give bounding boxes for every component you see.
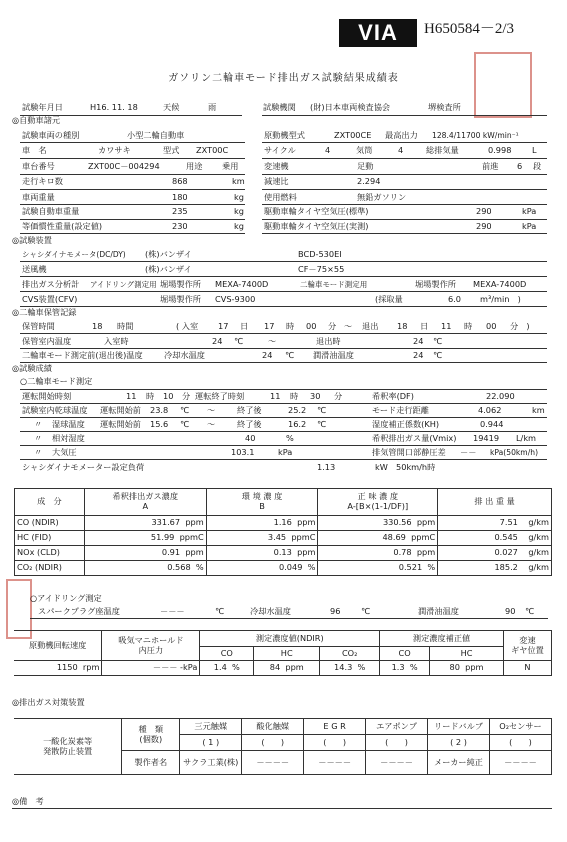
tire-meas-label: 駆動車輪タイヤ空気圧(実測) <box>264 221 369 231</box>
storage-out-5: 00 <box>486 321 497 331</box>
control-left-label: 一酸化炭素等 発散防止装置 <box>14 719 122 775</box>
storage-out-1: 18 <box>397 321 408 331</box>
storage-out-4: 時 <box>464 321 473 331</box>
df: 22.090 <box>486 391 515 401</box>
room-out-label: 退出時 <box>316 336 341 346</box>
static-pressure-unit: kPa(50km/h) <box>490 448 539 457</box>
cylinders: 4 <box>398 145 404 155</box>
df-label: 希釈率(DF) <box>372 391 414 401</box>
wet-deg: ℃ <box>180 419 190 429</box>
cvs-maker: 堀場製作所 <box>160 294 201 304</box>
fan-model: CF－75×55 <box>298 264 345 274</box>
room-out-temp: 24 <box>413 336 424 346</box>
sample-rate: 6.0 <box>448 294 462 304</box>
tire-std-label: 駆動車輪タイヤ空気圧(標準) <box>264 206 369 216</box>
idle-coolant-unit: ℃ <box>361 606 371 616</box>
col-component: 成 分 <box>15 489 85 516</box>
mode-analyzer-maker: 堀場製作所 <box>415 279 456 289</box>
frame-no-label: 車台番号 <box>22 161 55 171</box>
tire-std-unit: kPa <box>522 206 537 216</box>
dry-temp-label: 試験室内乾球温度 <box>22 405 88 415</box>
idle-coolant-label: 冷却水温度 <box>250 606 291 616</box>
distance-label: モード走行距離 <box>372 405 429 415</box>
fuel: 無鉛ガソリン <box>357 192 407 202</box>
vehicle-model: ZXT00C <box>196 145 229 155</box>
static-pressure-label: 排気管開口部静圧差 <box>372 447 446 457</box>
storage-in-5: 00 <box>306 321 317 331</box>
table-row: HC (FID) 51.99 ppmC 3.45 ppmC 48.69 ppmC 0.545 g/km <box>15 531 552 546</box>
rh-unit: % <box>286 433 294 443</box>
idle-coolant: 96 <box>330 606 341 616</box>
emission-table <box>14 488 552 576</box>
test-date-label: 試験年月日 <box>22 102 63 112</box>
pressure-label: 大気圧 <box>52 447 77 457</box>
section-idle: ○アイドリング測定 <box>30 593 102 603</box>
deg-3: ℃ <box>285 350 295 360</box>
storage-out-2: 日 <box>420 321 429 331</box>
oil-temp: 24 <box>413 350 424 360</box>
col-c: 正 味 濃 度 A-[B×(1-1/DF)] <box>318 489 438 516</box>
test-weight-unit: kg <box>234 206 244 216</box>
room-in-label: 入室時 <box>104 336 129 346</box>
transmission: 足動 <box>357 161 374 171</box>
rh-label: 相対湿度 <box>52 433 85 443</box>
idle-analyzer-model: MEXA-7400D <box>215 279 269 289</box>
dry-deg-2: ℃ <box>317 405 327 415</box>
tire-meas: 290 <box>476 221 492 231</box>
vmix-unit: L/km <box>516 433 537 443</box>
use: 乗用 <box>222 161 239 171</box>
storage-in-4: 時 <box>286 321 295 331</box>
storage-out-3: 11 <box>441 321 452 331</box>
room-temp-label: 保管室内温度 <box>22 336 72 346</box>
idle-analyzer-label: アイドリング測定用 <box>90 280 157 289</box>
storage-in-7: ～ <box>344 321 353 331</box>
end-hour: 11 <box>270 391 281 401</box>
frame-no: ZXT00C－004294 <box>88 161 160 171</box>
wet-start: 15.6 <box>150 419 169 429</box>
load: 1.13 <box>317 462 336 472</box>
ditto-mark: 〃 <box>34 419 43 429</box>
mode-analyzer-label: 二輪車モード測定用 <box>300 280 368 289</box>
section-storage: ◎二輪車保管記録 <box>12 307 77 317</box>
idle-oil: 90 <box>505 606 516 616</box>
displacement-unit: L <box>532 145 537 155</box>
storage-time-unit: 時間 <box>117 321 134 331</box>
table-row: NOx (CLD) 0.91 ppm 0.13 ppm 0.78 ppm 0.027 g/km <box>15 546 552 561</box>
gear-unit: 段 <box>533 161 542 171</box>
vmix-label: 希釈排出ガス量(Vmix) <box>372 433 457 443</box>
weight: 180 <box>172 192 188 202</box>
use-label: 用途 <box>186 161 203 171</box>
wet-deg-2: ℃ <box>317 419 327 429</box>
storage-out-label: 退出 <box>362 321 379 331</box>
wet-end-label: 終了後 <box>237 419 262 429</box>
plug-temp-label: スパークプラグ座温度 <box>38 606 120 616</box>
weight-label: 車両重量 <box>22 192 55 202</box>
engine-label: 原動機型式 <box>264 130 305 140</box>
table-row: CO (NDIR) 331.67 ppm 1.16 ppm 330.56 ppm 7.51 g/km <box>15 516 552 531</box>
control-device-table: 一酸化炭素等 発散防止装置 種 類 (個数) 三元触媒 酸化触媒 E G R エアポンプ リードバルブ O₂センサー ( 1 ) ( ) ( ) ( ) ( 2 ) ( ) 製作者名 サクラ工業(株) －－－－ －－－－ －－－－ メーカー純正 －－－－ <box>14 718 552 775</box>
sample-unit: m³/min ) <box>480 294 521 304</box>
cycle: 4 <box>325 145 331 155</box>
wet-start-label: 運転開始前 <box>100 419 141 429</box>
section-vehicle: ◎自動車諸元 <box>12 115 61 125</box>
vehicle-kind-label: 試験車両の種別 <box>22 130 80 140</box>
engine: ZXT00CE <box>334 130 372 140</box>
table-row: CO₂ (NDIR) 0.568 % 0.049 % 0.521 % 185.2 g/km <box>15 561 552 576</box>
start-hour-unit: 時 <box>146 391 155 401</box>
section-equipment: ◎試験装置 <box>12 235 52 245</box>
inertia: 230 <box>172 221 188 231</box>
displacement-label: 総排気量 <box>426 145 459 155</box>
oil-label: 潤滑油温度 <box>313 350 354 360</box>
storage-in-2: 日 <box>240 321 249 331</box>
tire-meas-unit: kPa <box>522 221 537 231</box>
wet-temp-label: 湿球温度 <box>52 419 85 429</box>
cylinders-label: 気筒 <box>356 145 373 155</box>
storage-in-6: 分 <box>328 321 337 331</box>
storage-in-1: 17 <box>218 321 229 331</box>
dry-tilde: ～ <box>207 405 216 415</box>
room-in-temp: 24 <box>212 336 223 346</box>
load-label: シャシダイナモメーター設定負荷 <box>22 462 145 472</box>
reduction-label: 減速比 <box>264 176 289 186</box>
displacement: 0.998 <box>488 145 512 155</box>
idle-col-meas: 測定濃度値(NDIR) <box>200 631 380 647</box>
vmix: 19419 <box>473 433 500 443</box>
dyno-maker: (株)バンザイ <box>145 249 192 259</box>
kh: 0.944 <box>480 419 504 429</box>
test-weight: 235 <box>172 206 188 216</box>
start-min: 10 <box>163 391 174 401</box>
pressure: 103.1 <box>231 447 255 457</box>
wet-tilde: ～ <box>207 419 216 429</box>
idle-col-gear: 変速 ギヤ位置 <box>503 631 551 661</box>
vehicle-name-label: 車 名 <box>22 145 47 155</box>
start-hour: 11 <box>126 391 137 401</box>
vehicle-model-label: 型式 <box>163 145 180 155</box>
end-min: 30 <box>310 391 321 401</box>
wet-end: 16.2 <box>288 419 307 429</box>
weather-label: 天候 <box>163 102 180 112</box>
odometer-label: 走行キロ数 <box>22 176 63 186</box>
idle-col-corr: 測定濃度補正値 <box>380 631 504 647</box>
deg-2: ℃ <box>433 336 443 346</box>
pressure-unit: kPa <box>278 447 293 457</box>
distance-unit: km <box>532 405 545 415</box>
page-title: ガソリン二輪車モード排出ガス試験結果成績表 <box>168 73 399 84</box>
gears: 6 <box>517 161 523 171</box>
end-time-label: 運転終了時刻 <box>195 391 245 401</box>
section-notes: ◎備 考 <box>12 796 44 806</box>
ditto-mark-3: 〃 <box>34 447 43 457</box>
dry-end: 25.2 <box>288 405 307 415</box>
vehicle-kind: 小型二輪自動車 <box>127 130 185 140</box>
cvs-label: CVS装置(CFV) <box>22 294 78 304</box>
test-date: H16. 11. 18 <box>90 102 138 112</box>
via-logo: VIA <box>339 19 417 47</box>
inertia-unit: kg <box>234 221 244 231</box>
idle-col-rpm: 原動機回転速度 <box>14 631 102 661</box>
weight-unit: kg <box>234 192 244 202</box>
static-pressure: －－ <box>460 447 477 457</box>
section-results: ◎試験成績 <box>12 363 52 373</box>
mode-temp-label: 二輪車モード測定前(退出後)温度 <box>22 350 143 360</box>
power-label: 最高出力 <box>385 130 418 140</box>
plug-temp: －－－ <box>160 606 185 616</box>
table-row: 1150 rpm －－－ -kPa 1.4 % 84 ppm 14.3 % 1.3 % 80 ppm N <box>14 661 552 676</box>
start-time-label: 運転開始時刻 <box>22 391 72 401</box>
weather: 雨 <box>208 102 217 112</box>
odometer: 868 <box>172 176 188 186</box>
distance: 4.062 <box>478 405 502 415</box>
fuel-label: 使用燃料 <box>264 192 297 202</box>
idle-analyzer-maker: 堀場製作所 <box>160 279 201 289</box>
forward-label: 前進 <box>482 161 499 171</box>
storage-time-label: 保管時間 <box>22 321 55 331</box>
tire-std: 290 <box>476 206 492 216</box>
dry-start-label: 運転開始前 <box>100 405 141 415</box>
kh-label: 湿度補正係数(KH) <box>372 419 440 429</box>
end-hour-unit: 時 <box>290 391 299 401</box>
idle-table: 原動機回転速度 吸気マニホールド 内圧力 測定濃度値(NDIR) 測定濃度補正値 変速 ギヤ位置 CO HC CO₂ CO HC 1150 rpm －－－ -kPa 1.4 % 84 ppm 14.3 % 1.3 % 80 ppm N <box>14 630 552 676</box>
storage-out-6: 分 ) <box>510 321 530 331</box>
mode-analyzer-model: MEXA-7400D <box>473 279 527 289</box>
sample-label: (採取量 <box>375 294 403 304</box>
dyno-label: シャシダイナモメータ(DC/DY) <box>22 250 126 259</box>
dyno-model: BCD-530EI <box>298 249 342 259</box>
dry-deg: ℃ <box>180 405 190 415</box>
analyzer-label: 排出ガス分析計 <box>22 279 80 289</box>
org-label: 試験機関 <box>263 102 296 112</box>
coolant-label: 冷却水温度 <box>164 350 205 360</box>
storage-time: 18 <box>92 321 103 331</box>
section-control: ◎排出ガス対策装置 <box>12 697 85 707</box>
transmission-label: 変速機 <box>264 161 289 171</box>
odometer-unit: km <box>232 176 245 186</box>
deg-1: ℃ <box>234 336 244 346</box>
cycle-label: サイクル <box>264 145 296 155</box>
load-unit: kW 50km/h時 <box>375 462 436 472</box>
start-min-unit: 分 <box>182 391 191 401</box>
col-b: 環 境 濃 度 B <box>206 489 318 516</box>
col-d: 排 出 重 量 <box>438 489 552 516</box>
inertia-label: 等価慣性重量(設定値) <box>22 221 103 231</box>
seal-stamp <box>474 52 532 118</box>
idle-oil-label: 潤滑油温度 <box>418 606 459 616</box>
test-weight-label: 試験自動車重量 <box>22 206 80 216</box>
storage-in-3: 17 <box>264 321 275 331</box>
reduction: 2.294 <box>357 176 381 186</box>
deg-4: ℃ <box>433 350 443 360</box>
cvs-model: CVS-9300 <box>215 294 256 304</box>
coolant-temp: 24 <box>262 350 273 360</box>
org: (財)日本車両検査協会 <box>310 102 391 112</box>
fan-label: 送風機 <box>22 264 47 274</box>
document-number: H650584－2/3 <box>424 21 515 37</box>
section-mode: ○二輪車モード測定 <box>20 376 93 386</box>
storage-in-label: ( 入室 <box>176 321 199 331</box>
fan-maker: (株)バンザイ <box>145 264 192 274</box>
ditto-mark-2: 〃 <box>34 433 43 443</box>
idle-oil-unit: ℃ <box>525 606 535 616</box>
end-min-unit: 分 <box>334 391 343 401</box>
dry-end-label: 終了後 <box>237 405 262 415</box>
col-a: 希釈排出ガス濃度 A <box>84 489 206 516</box>
power: 128.4/11700 kW/min⁻¹ <box>432 131 519 140</box>
plug-temp-unit: ℃ <box>215 606 225 616</box>
rh: 40 <box>245 433 256 443</box>
dry-start: 23.8 <box>150 405 169 415</box>
idle-col-mp: 吸気マニホールド 内圧力 <box>102 631 200 661</box>
vehicle-name: カワサキ <box>98 145 131 155</box>
site: 堺検査所 <box>428 102 461 112</box>
room-tilde: ～ <box>268 336 277 346</box>
